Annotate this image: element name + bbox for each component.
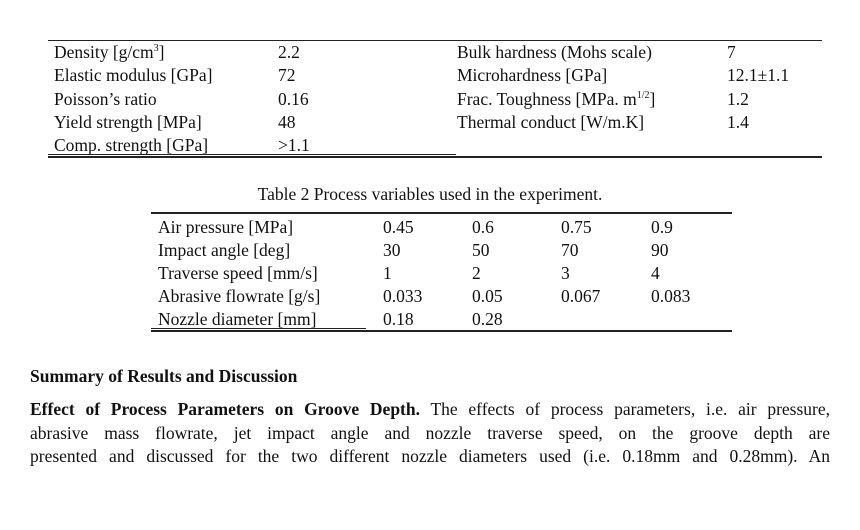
table1-row-4-val-a: >1.1 xyxy=(278,135,310,155)
table2-row-3-value-0: 0.033 xyxy=(383,286,423,306)
section-heading: Summary of Results and Discussion xyxy=(30,366,298,386)
table1-row-0-val-b: 7 xyxy=(727,42,736,62)
table1-row-1-val-b: 12.1±1.1 xyxy=(727,65,790,85)
paragraph-line-3: presented and discussed for the two different nozzle diameters used (i.e. 0.18mm and 0.28mm). An xyxy=(30,446,830,466)
table1-row-3-val-b: 1.4 xyxy=(727,112,749,132)
table2-row-0-value-3: 0.9 xyxy=(651,217,673,237)
table2-row-1-value-3: 90 xyxy=(651,240,669,260)
table2-row-3-value-1: 0.05 xyxy=(472,286,503,306)
table2-row-0-value-1: 0.6 xyxy=(472,217,494,237)
paragraph-lead: Effect of Process Parameters on Groove Depth. xyxy=(30,399,420,419)
table1-row-0-prop-a: Density $[g/cm^3]$ xyxy=(54,42,165,62)
table2-row-3-value-2: 0.067 xyxy=(561,286,601,306)
table2-row-4-value-1: 0.28 xyxy=(472,309,503,329)
table2-row-1-value-1: 50 xyxy=(472,240,490,260)
table1-row-0-val-a: 2.2 xyxy=(278,42,300,62)
table2-row-3-label: Abrasive flowrate [g/s] xyxy=(158,286,321,306)
table1-bottom-rule xyxy=(48,156,822,158)
table2-row-3-value-3: 0.083 xyxy=(651,286,691,306)
table1-row-2-val-a: 0.16 xyxy=(278,89,309,109)
table1-left-bottom-rule xyxy=(48,154,456,155)
table2-bottom-rule xyxy=(151,330,732,332)
table2-row-1-value-2: 70 xyxy=(561,240,579,260)
table2-top-rule xyxy=(151,212,732,214)
table2-row-4-label: Nozzle diameter [mm] xyxy=(158,309,317,329)
table1-row-2-prop-b: Frac. Toughness [MPa. $m^{1/2}$] xyxy=(457,89,656,109)
table2-row-0-value-2: 0.75 xyxy=(561,217,592,237)
paragraph-line-2: abrasive mass flowrate, jet impact angle and nozzle traverse speed, on the groove depth are xyxy=(30,422,830,443)
table2-row-1-value-0: 30 xyxy=(383,240,401,260)
table1-row-3-val-a: 48 xyxy=(278,112,296,132)
table2-row-0-label: Air pressure [MPa] xyxy=(158,217,294,237)
table1-row-2-prop-a: Poisson’s ratio xyxy=(54,89,157,109)
table2-row-0-value-0: 0.45 xyxy=(383,217,414,237)
paragraph-line-1: Effect of Process Parameters on Groove Depth. The effects of process parameters, i.e. air pressure, xyxy=(30,399,831,419)
table1-row-2-val-b: 1.2 xyxy=(727,89,749,109)
body-paragraph xyxy=(30,398,830,469)
table1-row-0-prop-b: Bulk hardness (Mohs scale) xyxy=(457,42,652,62)
table2-row-2-label: Traverse speed [mm/s] xyxy=(158,263,318,283)
table1-row-1-prop-a: Elastic modulus [GPa] xyxy=(54,65,213,85)
table2-row-2-value-0: 1 xyxy=(383,263,392,283)
table2-row-1-label: Impact angle [deg] xyxy=(158,240,291,260)
table2-row-4-value-0: 0.18 xyxy=(383,309,414,329)
table2-caption: Table 2 Process variables used in the experiment. xyxy=(257,184,603,204)
table2-row-2-value-3: 4 xyxy=(651,263,660,283)
table2-row-2-value-1: 2 xyxy=(472,263,481,283)
table1-row-1-prop-b: Microhardness [GPa] xyxy=(457,65,608,85)
table1-row-4-prop-a: Comp. strength [GPa] xyxy=(54,135,209,155)
table1-row-1-val-a: 72 xyxy=(278,65,296,85)
table2-row-2-value-2: 3 xyxy=(561,263,570,283)
table2-left-bottom-rule xyxy=(151,328,366,329)
table1-top-rule xyxy=(48,40,822,41)
table1-row-3-prop-a: Yield strength [MPa] xyxy=(54,112,202,132)
table1-row-3-prop-b: Thermal conduct [W/m.K] xyxy=(457,112,645,132)
